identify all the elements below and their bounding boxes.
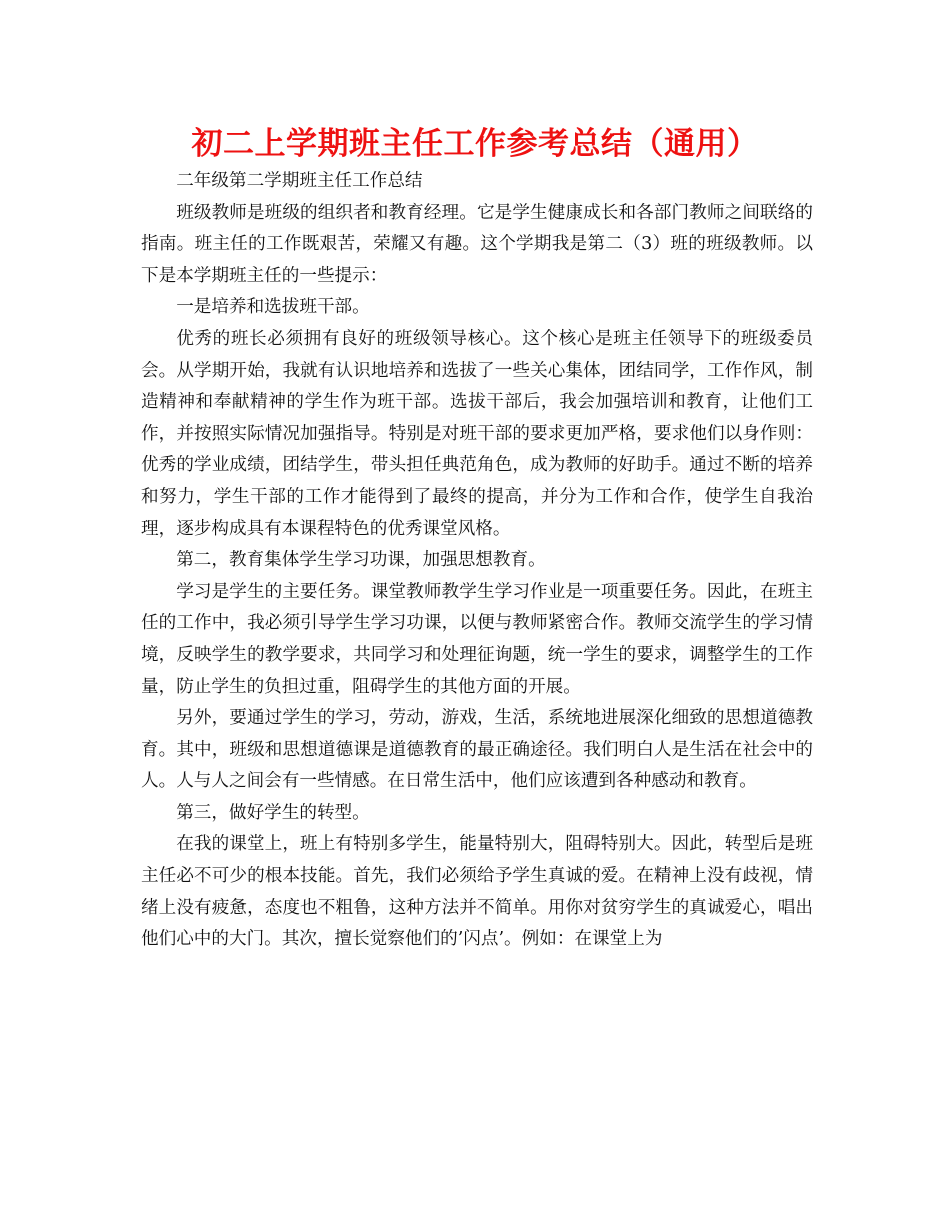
document-body [141,166,813,956]
paragraph-subtitle: 二年级第二学期班主任工作总结 [176,171,423,191]
paragraph-section-2a: 学习是学生的主要任务。课堂教师教学生学习作业是一项重要任务。因此，在班主任的工作中，我必须引导学生学习功课，以便与教师紧密合作。教师交流学生的学习情境，反映学生的教学要求，共同学习和处理征询题，统一学生的要求，调整学生的工作量，防止学生的负担过重，阻碍学生的其他方面的开展。 [141,581,813,697]
section-heading-3: 第三，做好学生的转型。 [176,802,370,823]
paragraph-intro: 班级教师是班级的组织者和教育经理。它是学生健康成长和各部门教师之间联络的指南。班主任的工作既艰苦，荣耀又有趣。这个学期我是第二（3）班的班级教师。以下是本学期班主任的一些提示： [141,202,813,286]
section-heading-2: 第二，教育集体学生学习功课，加强思想教育。 [176,550,546,571]
paragraph-section-3: 在我的课堂上，班上有特别多学生，能量特别大，阻碍特别大。因此，转型后是班主任必不可少的根本技能。首先，我们必须给予学生真诚的爱。在精神上没有歧视，情绪上没有疲惫，态度也不粗鲁，这种方法并不简单。用你对贫穷学生的真诚爱心，唱出他们心中的大门。其次，擅长觉察他们的’闪点’。例如：在课堂上为 [141,834,813,950]
paragraph-section-1: 优秀的班长必须拥有良好的班级领导核心。这个核心是班主任领导下的班级委员会。从学期开始，我就有认识地培养和选拔了一些关心集体，团结同学，工作作风，制造精神和奉献精神的学生作为班干部。选拔干部后，我会加强培训和教育，让他们工作，并按照实际情况加强指导。特别是对班干部的要求更加严格，要求他们以身作则：优秀的学业成绩，团结学生，带头担任典范角色，成为教师的好助手。通过不断的培养和努力，学生干部的工作才能得到了最终的提高，并分为工作和合作，使学生自我治理，逐步构成具有本课程特色的优秀课堂风格。 [141,328,813,539]
section-heading-1: 一是培养和选拔班干部。 [176,297,370,318]
paragraph-section-2b: 另外，要通过学生的学习，劳动，游戏，生活，系统地进展深化细致的思想道德教育。其中，班级和思想道德课是道德教育的最正确途径。我们明白人是生活在社会中的人。人与人之间会有一些情感。在日常生活中，他们应该遭到各种感动和教育。 [141,708,813,792]
document-title: 初二上学期班主任工作参考总结（通用） [191,126,759,162]
